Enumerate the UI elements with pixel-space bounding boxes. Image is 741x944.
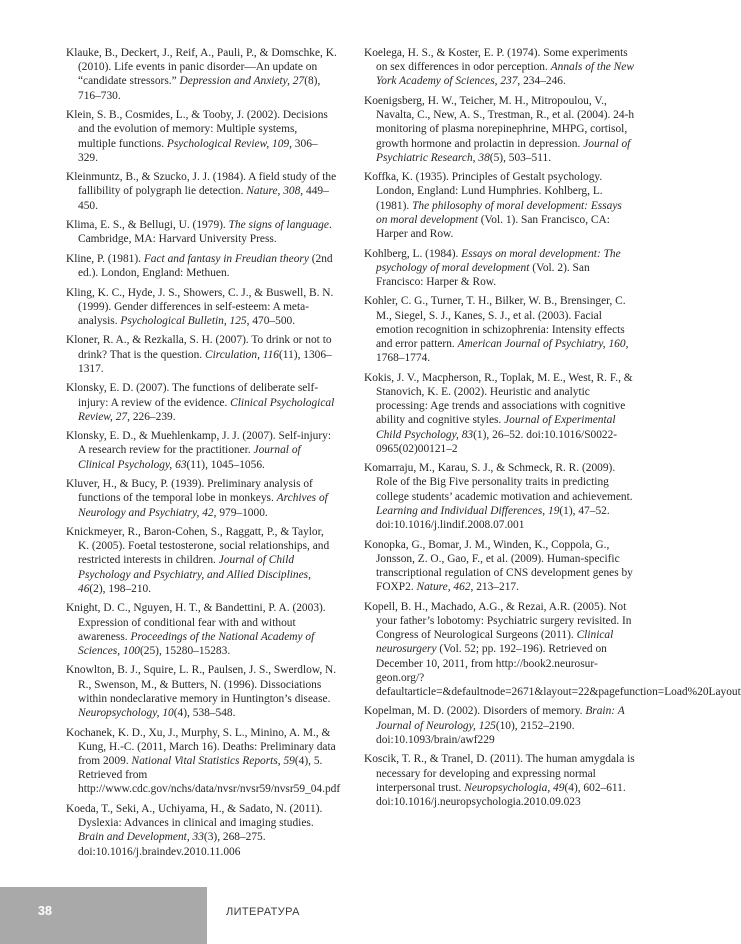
- reference-entry: [364, 704, 635, 747]
- reference-text: (4), 538–548.: [173, 707, 236, 720]
- reference-entry: [364, 94, 635, 165]
- reference-source-title: Brain: A Journal of Neurology, 125: [376, 705, 625, 732]
- running-title: ЛИТЕРАТУРА: [226, 906, 300, 918]
- reference-text: , 979–1000.: [213, 506, 268, 519]
- reference-text: , 234–246.: [517, 75, 566, 88]
- reference-text: Kloner, R. A., & Rezkalla, S. H. (2007). To drink or not to drink? That is the question.: [66, 334, 332, 361]
- reference-source-title: National Vital Statistics Reports, 59: [131, 755, 295, 767]
- reference-entry: [364, 371, 635, 456]
- reference-text: Kluver, H., & Bucy, P. (1939). Preliminary analysis of functions of the temporal lobe in monkeys.: [66, 478, 313, 505]
- reference-text: Klauke, B., Deckert, J., Reif, A., Pauli, P., & Domschke, K. (2010). Life events in panic disorder—An update on “candidate stressors.”: [66, 47, 337, 88]
- reference-source-title: Brain and Development, 33: [78, 831, 204, 844]
- reference-source-title: Psychological Review, 109: [166, 137, 290, 150]
- reference-source-title: Essays on moral development: The psychology of moral development: [376, 247, 621, 274]
- reference-source-title: American Journal of Psychiatry, 160: [457, 338, 626, 351]
- reference-text: Klein, S. B., Cosmides, L., & Tooby, J. (2002). Decisions and the evolution of memory: Multiple systems, multiple functions.: [66, 109, 328, 150]
- reference-source-title: Clinical neurosurgery: [376, 629, 614, 656]
- reference-entry: [66, 726, 341, 797]
- page-number: 38: [38, 904, 52, 918]
- reference-entry: [364, 538, 635, 595]
- reference-source-title: Psychological Bulletin, 125: [120, 314, 247, 327]
- reference-text: Koscik, T. R., & Tranel, D. (2011). The human amygdala is necessary for developing and expressing normal interpersonal trust.: [364, 753, 635, 794]
- reference-text: , 226–239.: [127, 410, 176, 423]
- reference-entry: [66, 525, 337, 596]
- reference-source-title: Neuropsychologia, 49: [464, 781, 565, 794]
- reference-entry: [66, 46, 337, 103]
- reference-text: (11), 1045–1056.: [186, 458, 265, 471]
- reference-text: , 449–450.: [78, 185, 329, 212]
- reference-text: (4), 5. Retrieved from http://www.cdc.gov/nchs/data/nvsr/nvsr59/nvsr59_04.pdf: [78, 755, 341, 796]
- reference-text: (10), 2152–2190. doi:10.1093/brain/awf229: [376, 719, 575, 746]
- reference-source-title: Neuropsychology, 10: [78, 707, 174, 720]
- reference-source-title: Depression and Anxiety, 27: [179, 75, 305, 88]
- reference-text: Knight, D. C., Nguyen, H. T., & Bandettini, P. A. (2003). Expression of conditional fear with and without awareness.: [66, 602, 326, 643]
- reference-source-title: Nature, 462: [416, 581, 471, 594]
- reference-text: Koeda, T., Seki, A., Uchiyama, H., & Sadato, N. (2011). Dyslexia: Advances in clinical and imaging studies.: [66, 802, 323, 830]
- reference-entry: [364, 752, 635, 809]
- reference-text: (Vol. 52; pp. 192–196). Retrieved on December 10, 2011, from http://book2.neurosur-geon.org/?defaultarticle=&defaultnode=2671&layout=22&pagefunction=Load%20Layout: [376, 643, 741, 698]
- reference-entry: [364, 461, 635, 532]
- reference-text: Kopelman, M. D. (2002). Disorders of memory.: [364, 705, 586, 718]
- reference-entry: [364, 294, 635, 365]
- reference-text: (Vol. 2). San Francisco: Harper & Row.: [376, 261, 590, 288]
- reference-text: (8), 716–730.: [78, 75, 321, 102]
- reference-entry: [364, 247, 635, 290]
- reference-text: , 306–329.: [78, 137, 318, 164]
- reference-text: Kline, P. (1981).: [66, 252, 144, 265]
- reference-text: Kokis, J. V., Macpherson, R., Toplak, M. E., West, R. F., & Stanovich, K. E. (2002). Heuristic and analytic processing: Age trends and associations with cognitive ability and cognitive styles.: [364, 371, 633, 427]
- reference-source-title: Proceedings of the National Academy of Sciences, 100: [78, 630, 315, 657]
- reference-text: Klima, E. S., & Bellugi, U. (1979).: [66, 219, 229, 232]
- reference-entry: [66, 108, 337, 165]
- references-left-column: [66, 46, 341, 864]
- reference-text: Kopell, B. H., Machado, A.G., & Rezai, A.R. (2005). Not your father’s lobotomy: Psychiatric surgery revisited. In Congress of Neurological Surgeons (2011).: [364, 600, 632, 642]
- reference-source-title: The signs of language: [228, 219, 329, 232]
- reference-source-title: Journal of Clinical Psychology, 63: [78, 444, 301, 471]
- reference-text: (1), 26–52. doi:10.1016/S0022-0965(02)00121–2: [376, 428, 618, 455]
- reference-text: (5), 503–511.: [489, 151, 552, 164]
- reference-text: (4), 602–611. doi:10.1016/j.neuropsychologia.2010.09.023: [376, 781, 626, 808]
- reference-entry: [66, 802, 337, 859]
- reference-entry: [364, 170, 635, 241]
- reference-text: (25), 15280–15283.: [140, 644, 231, 657]
- reference-text: Kochanek, K. D., Xu, J., Murphy, S. L., Minino, A. M., & Kung, H.-C. (2011, March 16). Deaths: Preliminary data from 2009.: [66, 726, 336, 767]
- reference-entry: [66, 381, 337, 424]
- reference-text: . Cambridge, MA: Harvard University Press.: [78, 219, 332, 246]
- reference-text: Knowlton, B. J., Squire, L. R., Paulsen, J. S., Swerdlow, N. R., Swenson, M., & Butters, N. (1996). Dissociations within nondeclarative memory in Huntington’s disease.: [66, 664, 337, 705]
- reference-source-title: Journal of Experimental Child Psychology, 83: [376, 414, 616, 441]
- reference-text: Kohler, C. G., Turner, T. H., Bilker, W. B., Brensinger, C. M., Siegel, S. J., Kanes, S. J., et al. (2003). Facial emotion recognition in schizophrenia: Intensity effects and error pattern.: [364, 295, 626, 351]
- reference-text: Konopka, G., Bomar, J. M., Winden, K., Coppola, G., Jonsson, Z. O., Gao, F., et al. (2009). Human-specific transcriptional regulation of CNS development genes by FOXP2.: [364, 538, 633, 594]
- reference-entry: [66, 663, 337, 720]
- reference-text: (11), 1306–1317.: [78, 348, 332, 375]
- reference-source-title: Fact and fantasy in Freudian theory: [143, 252, 309, 265]
- reference-text: (1), 47–52. doi:10.1016/j.lindif.2008.07.001: [376, 504, 610, 532]
- reference-text: Kleinmuntz, B., & Szucko, J. J. (1984). A field study of the fallibility of polygraph lie detection.: [66, 171, 337, 198]
- reference-source-title: The philosophy of moral development: Essays on moral development: [376, 199, 622, 226]
- reference-source-title: Journal of Child Psychology and Psychiatry, and Allied Disciplines, 46: [78, 554, 311, 595]
- reference-entry: [66, 333, 337, 376]
- reference-text: Komarraju, M., Karau, S. J., & Schmeck, R. R. (2009). Role of the Big Five personality traits in predicting college students’ academic motivation and achievement.: [364, 462, 633, 503]
- reference-entry: [66, 170, 337, 213]
- reference-text: (3), 268–275. doi:10.1016/j.braindev.2010.11.006: [78, 831, 266, 858]
- reference-entry: [364, 600, 741, 699]
- reference-entry: [364, 46, 635, 89]
- reference-text: , 470–500.: [246, 314, 296, 327]
- reference-text: (2nd ed.). London, England: Methuen.: [78, 252, 333, 280]
- reference-text: Kohlberg, L. (1984).: [364, 247, 462, 260]
- reference-text: (Vol. 1). San Francisco, CA: Harper and Row.: [376, 213, 610, 241]
- reference-text: Klonsky, E. D. (2007). The functions of deliberate self-injury: A review of the evidence.: [66, 382, 319, 409]
- page-number-box: [0, 887, 207, 944]
- reference-source-title: Journal of Psychiatric Research, 38: [376, 137, 631, 164]
- reference-source-title: Archives of Neurology and Psychiatry, 42: [78, 492, 328, 519]
- reference-text: , 1768–1774.: [376, 338, 629, 365]
- reference-entry: [66, 601, 337, 658]
- reference-source-title: Nature, 308: [246, 185, 301, 198]
- references-right-column: [364, 46, 741, 814]
- reference-text: Knickmeyer, R., Baron-Cohen, S., Raggatt, P., & Taylor, K. (2005). Foetal testosterone, social relationships, and restricted interests in children.: [66, 526, 330, 567]
- reference-source-title: Annals of the New York Academy of Sciences, 237: [376, 61, 634, 88]
- reference-text: Koelega, H. S., & Koster, E. P. (1974). Some experiments on sex differences in odor perception.: [364, 47, 628, 74]
- reference-text: Koenigsberg, H. W., Teicher, M. H., Mitropoulou, V., Navalta, C., New, A. S., Trestman, R., et al. (2004). 24-h monitoring of plasma norepinephrine, MHPG, cortisol, growth hormone and prolactin in depression.: [364, 94, 635, 150]
- reference-source-title: Circulation, 116: [204, 348, 280, 361]
- reference-source-title: Clinical Psychological Review, 27: [78, 396, 335, 423]
- reference-entry: [66, 477, 337, 520]
- reference-entry: [66, 286, 337, 329]
- reference-entry: [66, 429, 337, 472]
- reference-text: (2), 198–210.: [89, 582, 152, 595]
- reference-text: , 213–217.: [470, 581, 519, 594]
- reference-source-title: Learning and Individual Differences, 19: [376, 504, 560, 517]
- reference-entry: [66, 218, 337, 246]
- reference-entry: [66, 252, 337, 280]
- reference-text: Klonsky, E. D., & Muehlenkamp, J. J. (2007). Self-injury: A research review for the practitioner.: [66, 430, 332, 457]
- reference-text: Kling, K. C., Hyde, J. S., Showers, C. J., & Buswell, B. N. (1999). Gender differences in self-esteem: A meta-analysis.: [66, 286, 334, 327]
- reference-text: Koffka, K. (1935). Principles of Gestalt psychology. London, England: Lund Humphries. Kohlberg, L. (1981).: [364, 171, 603, 212]
